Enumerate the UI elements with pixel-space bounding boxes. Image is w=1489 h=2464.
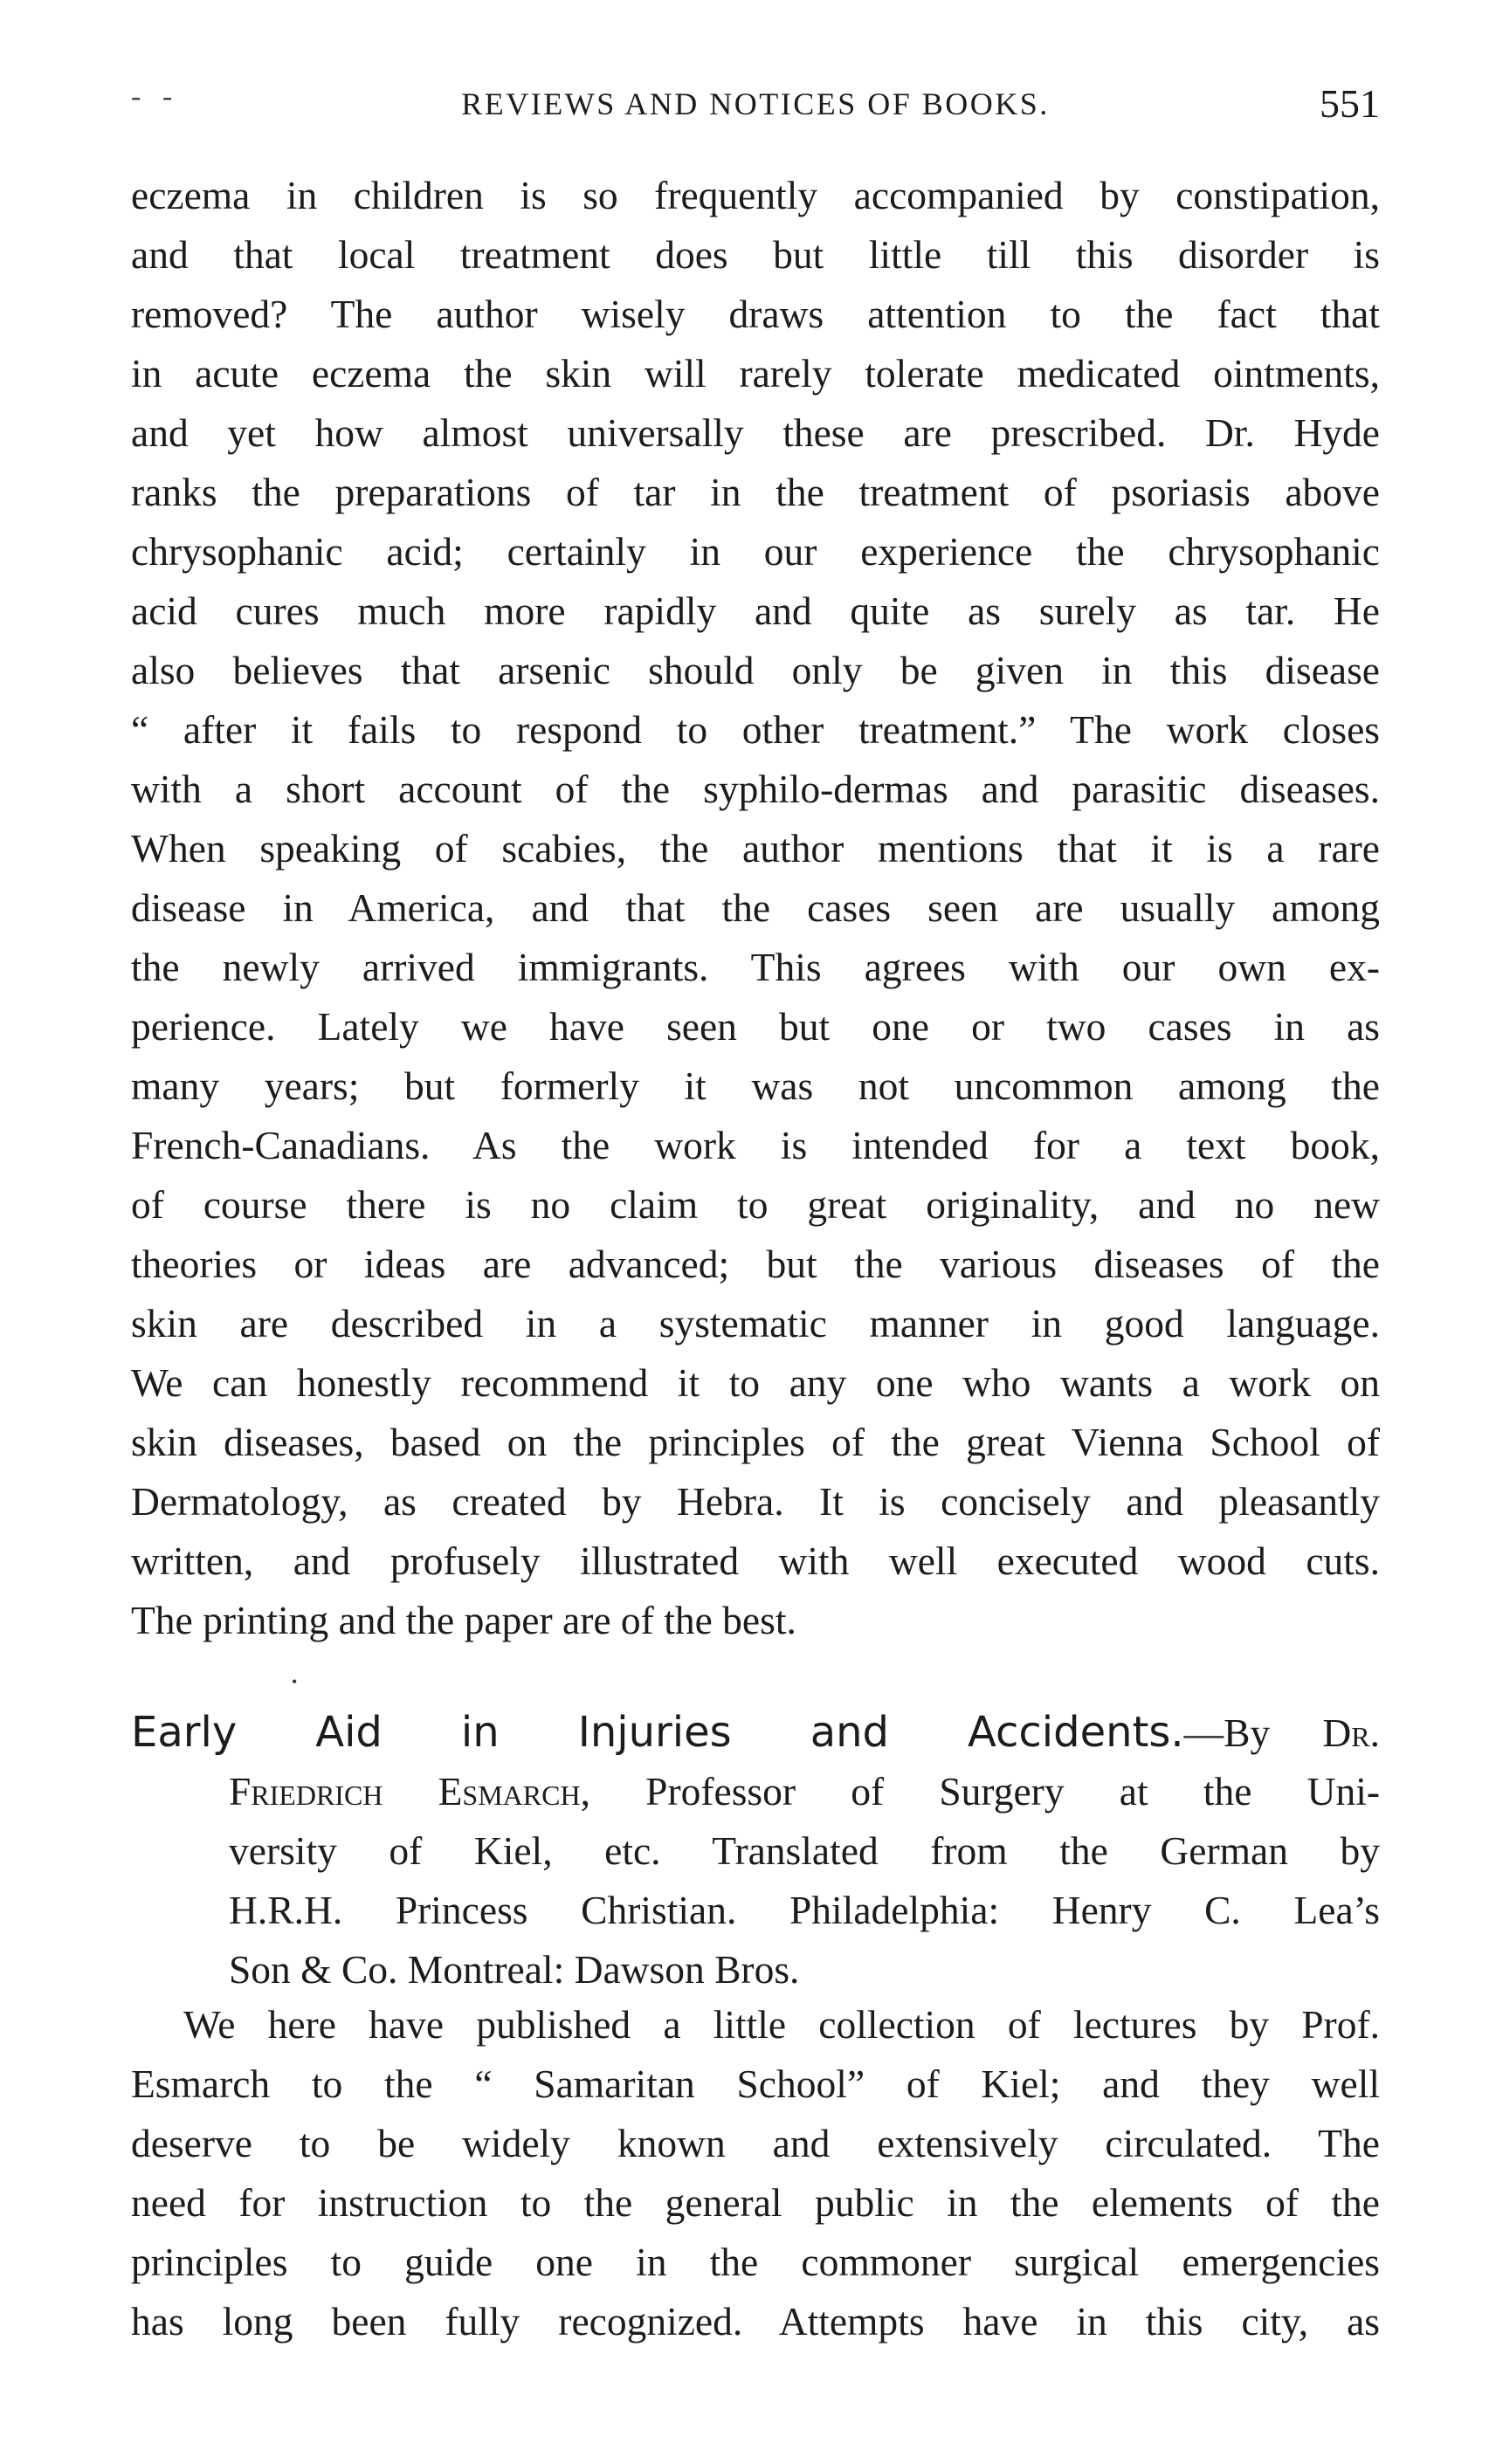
text-line: We can honestly recommend it to any one who wants a work on (131, 1360, 1380, 1405)
text-line: the newly arrived immigrants. This agrees with our own ex- (131, 945, 1380, 989)
text-line: chrysophanic acid; certainly in our experience the chrysophanic (131, 529, 1380, 574)
text-line: written, and profusely illustrated with well executed wood cuts. (131, 1538, 1380, 1583)
margin-marks: - - (131, 80, 180, 113)
review-heading-line-4: H.R.H. Princess Christian. Philadelphia: Henry C. Lea’s (229, 1888, 1380, 1932)
author-affiliation: , Professor of Surgery at the Uni- (580, 1769, 1380, 1814)
text-line: eczema in children is so frequently accompanied by constipation, (131, 173, 1380, 217)
text-line: ranks the preparations of tar in the treatment of psoriasis above (131, 470, 1380, 514)
review-heading-line-2 (131, 1762, 1380, 1821)
text-line: The printing and the paper are of the best. (131, 1598, 796, 1642)
review-heading-line-5: Son & Co. Montreal: Dawson Bros. (229, 1947, 800, 1992)
review-heading-line-1 (131, 1703, 1380, 1762)
section-ornament: • (292, 1673, 298, 1690)
author-title: Dr. (1322, 1710, 1380, 1755)
running-head (131, 80, 1380, 133)
review-heading (131, 1703, 1380, 1999)
text-line: When speaking of scabies, the author mentions that it is a rare (131, 826, 1380, 871)
text-line: need for instruction to the general public in the elements of the (131, 2180, 1380, 2225)
text-line: deserve to be widely known and extensively circulated. The (131, 2121, 1380, 2165)
text-line: also believes that arsenic should only be given in this disease (131, 648, 1380, 692)
review-paragraph (131, 1995, 1380, 2351)
text-line: principles to guide one in the commoner surgical emergencies (131, 2240, 1380, 2284)
text-line: and yet how almost universally these are prescribed. Dr. Hyde (131, 410, 1380, 455)
author-name: Friedrich Esmarch (229, 1769, 581, 1814)
text-line: theories or ideas are advanced; but the various diseases of the (131, 1242, 1380, 1286)
author-prefix: —By (1183, 1710, 1271, 1755)
text-line: French-Canadians. As the work is intended for a text book, (131, 1123, 1380, 1167)
text-line: We here have published a little collection of lectures by Prof. (183, 2002, 1380, 2047)
continued-review-paragraph (131, 166, 1380, 1650)
text-line: skin diseases, based on the principles of the great Vienna School of (131, 1420, 1380, 1464)
page-number: 551 (1320, 81, 1380, 126)
text-line: has long been fully recognized. Attempts have in this city, as (131, 2299, 1380, 2344)
review-heading-line-3: versity of Kiel, etc. Translated from the German by (229, 1828, 1380, 1873)
text-line: acid cures much more rapidly and quite as surely as tar. He (131, 588, 1380, 633)
text-line: in acute eczema the skin will rarely tolerate medicated ointments, (131, 351, 1380, 396)
book-title: Early Aid in Injuries and Accidents. (131, 1708, 1184, 1757)
text-line: Dermatology, as created by Hebra. It is concisely and pleasantly (131, 1479, 1380, 1524)
text-line: many years; but formerly it was not uncommon among the (131, 1063, 1380, 1108)
text-line: with a short account of the syphilo-dermas and parasitic diseases. (131, 767, 1380, 811)
text-line: disease in America, and that the cases seen are usually among (131, 885, 1380, 930)
text-line: Esmarch to the “ Samaritan School” of Kiel; and they well (131, 2061, 1380, 2106)
text-line: removed? The author wisely draws attention to the fact that (131, 292, 1380, 336)
text-line: and that local treatment does but little till this disorder is (131, 232, 1380, 277)
text-line: of course there is no claim to great originality, and no new (131, 1182, 1380, 1227)
text-line: skin are described in a systematic manner in good language. (131, 1301, 1380, 1346)
text-line: “ after it fails to respond to other treatment.” The work closes (131, 707, 1380, 752)
running-head-title: REVIEWS AND NOTICES OF BOOKS. (461, 86, 1050, 121)
text-line: perience. Lately we have seen but one or two cases in as (131, 1004, 1380, 1049)
